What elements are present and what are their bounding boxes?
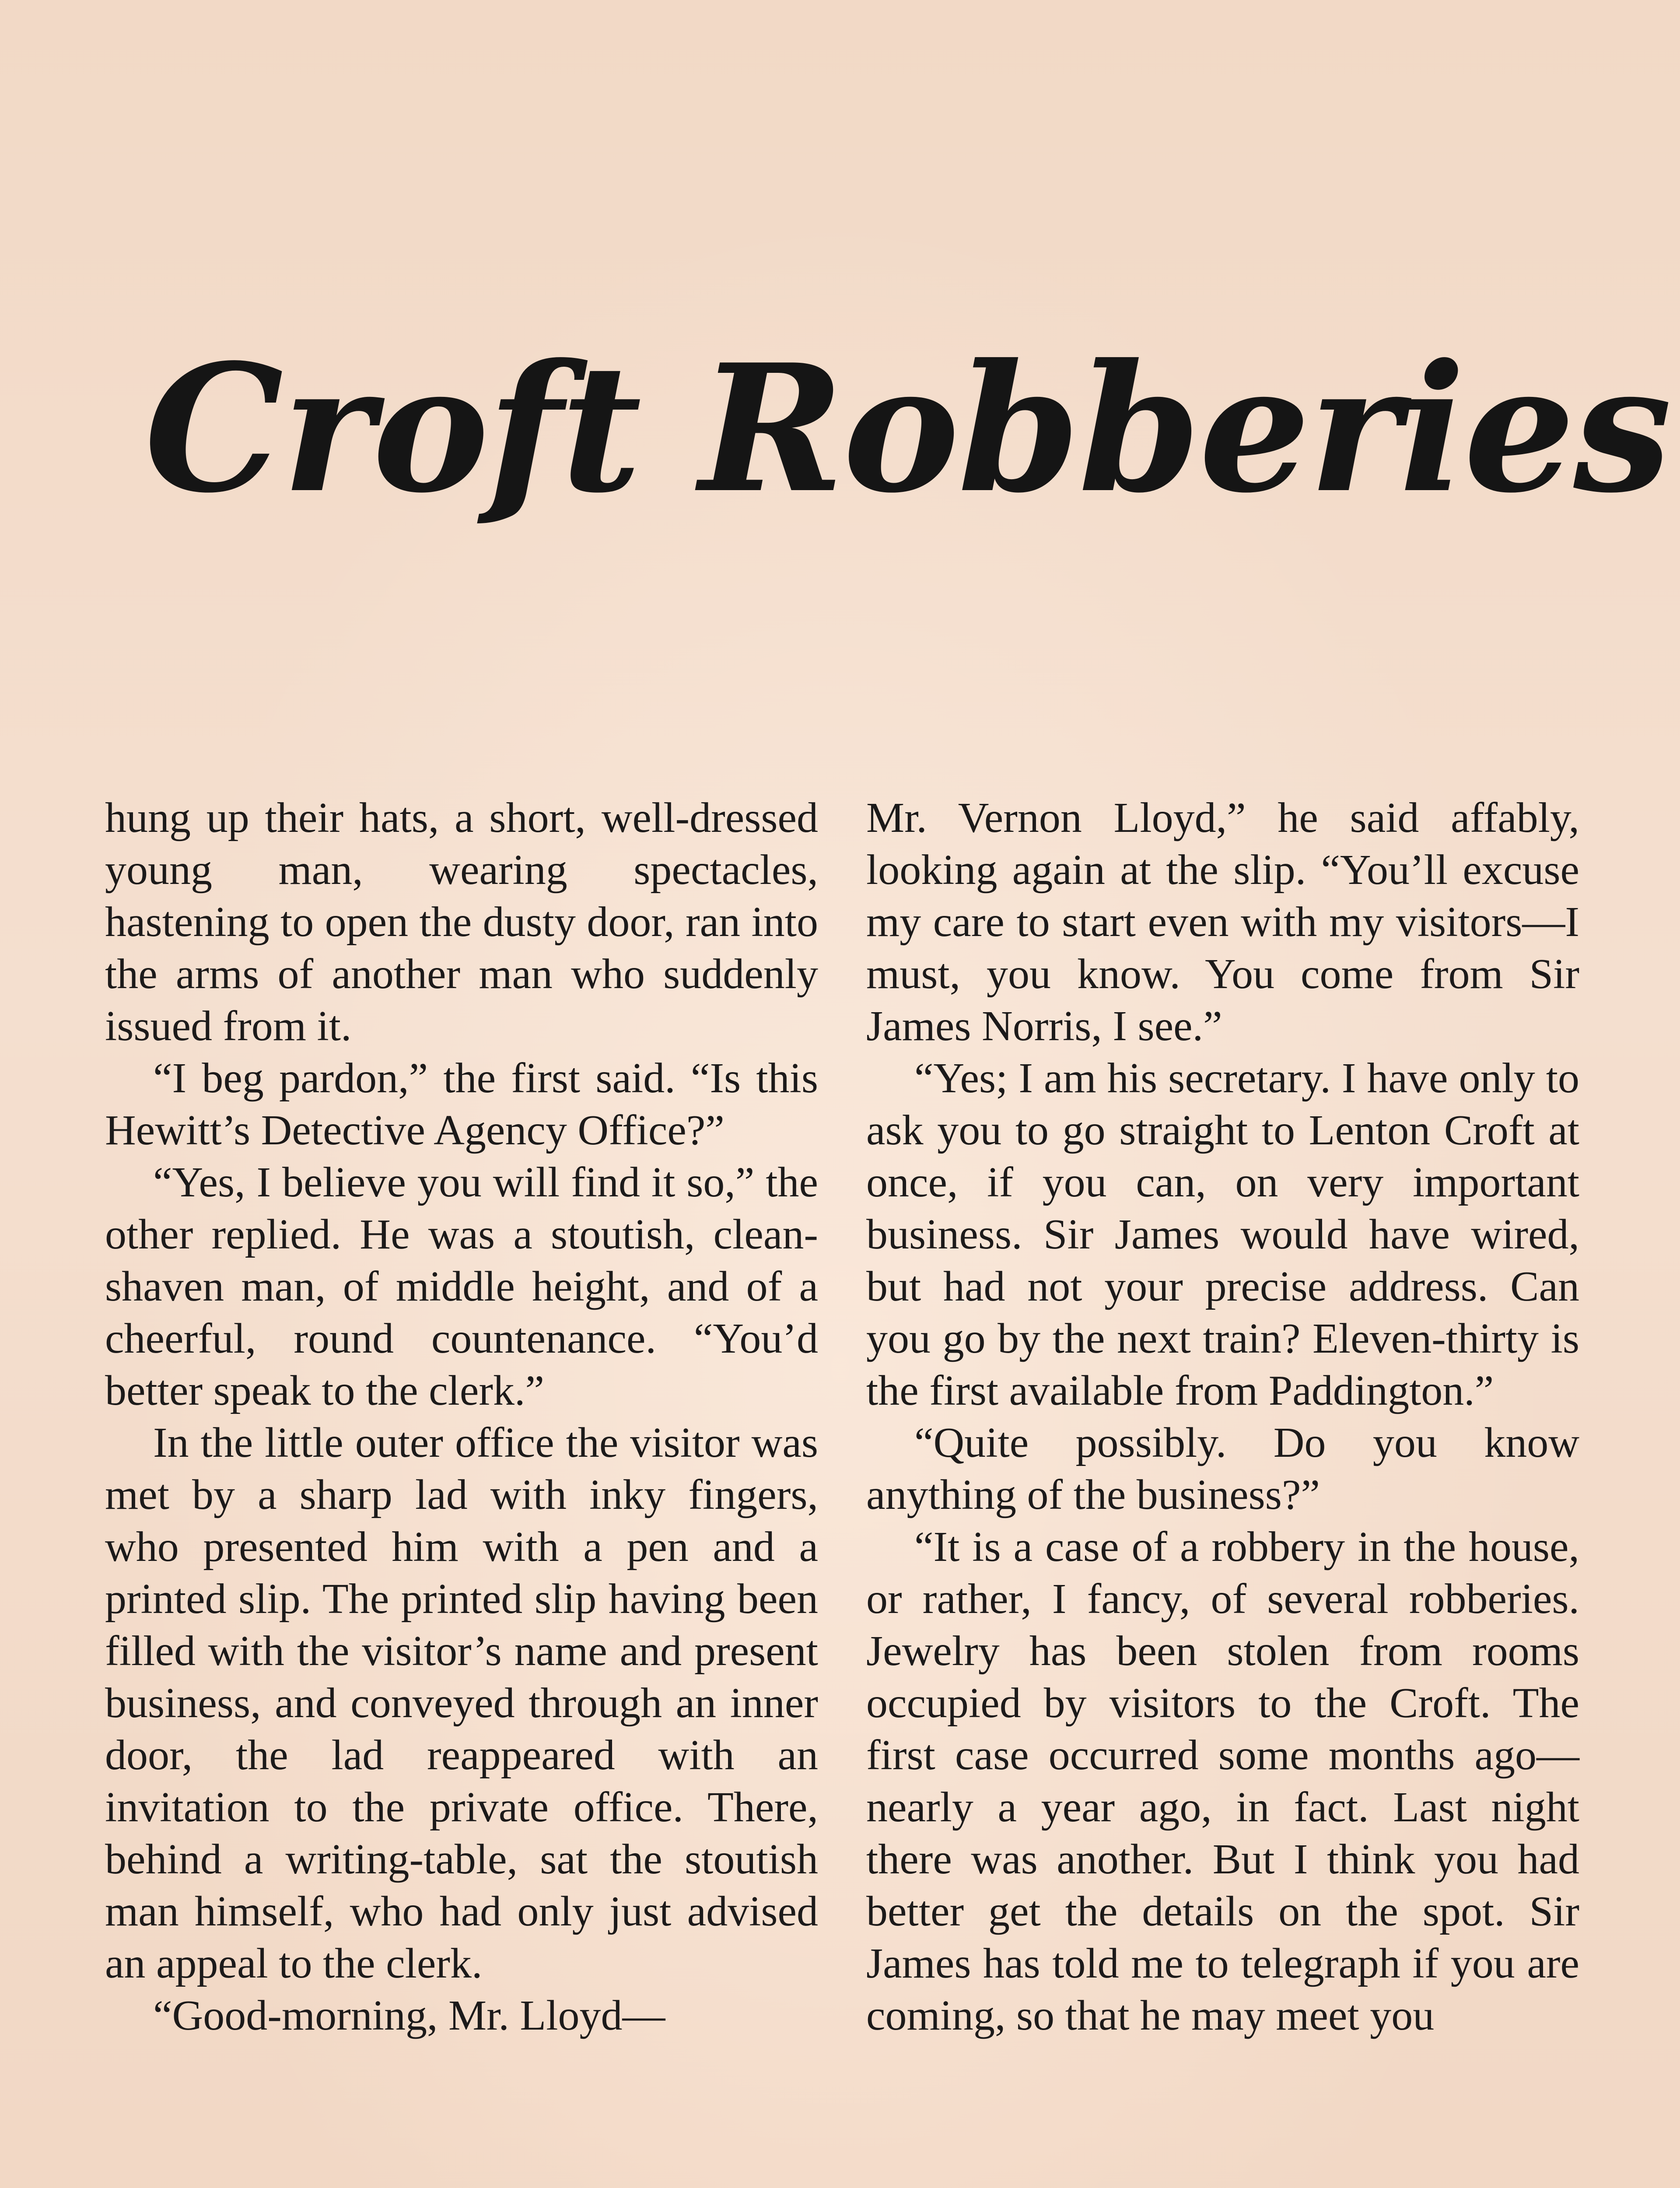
paragraph: “Quite possibly. Do you know anything of the business?” xyxy=(866,1419,1579,1518)
paragraph: hung up their hats, a short, well-dressed young man, wearing spectacles, hastening to open the dusty door, ran into the arms of another man who suddenly issued from it. xyxy=(105,794,818,1050)
left-text-column xyxy=(105,792,818,2042)
paragraph: In the little outer office the visitor was met by a sharp lad with inky fingers, who presented him with a pen and a printed slip. The printed slip having been filled with the visitor’s name and present business, and conveyed through an inner door, the lad reappeared with an invitation to the private office. There, behind a writing-table, sat the stoutish man himself, who had only just advised an appeal to the clerk. xyxy=(105,1419,818,1987)
story-title: Croft Robberies xyxy=(144,326,1670,532)
paragraph: “Yes; I am his secretary. I have only to ask you to go straight to Lenton Croft at once, if you can, on very important business. Sir James would have wired, but had not your precise address. Can you go by the next train? Eleven-thirty is the first available from Paddington.” xyxy=(866,1055,1579,1414)
paragraph: “I beg pardon,” the first said. “Is this Hewitt’s Detective Agency Office?” xyxy=(105,1055,818,1154)
right-text-column xyxy=(866,792,1579,2042)
paragraph: “It is a case of a robbery in the house, or rather, I fancy, of several robberies. Jewelry has been stolen from rooms occupied by visitors to the Croft. The first case occurred some months ago—nearly a year ago, in fact. Last night there was another. But I think you had better get the details on the spot. Sir James has told me to telegraph if you are coming, so that he may meet you xyxy=(866,1523,1579,2039)
paragraph: “Good-morning, Mr. Lloyd— xyxy=(153,1992,665,2039)
paragraph: Mr. Vernon Lloyd,” he said affably, looking again at the slip. “You’ll excuse my care to start even with my visitors—I must, you know. You come from Sir James Norris, I see.” xyxy=(866,794,1579,1050)
paragraph: “Yes, I believe you will find it so,” the other replied. He was a stoutish, clean-shaven man, of middle height, and of a cheerful, round countenance. “You’d better speak to the clerk.” xyxy=(105,1159,818,1414)
